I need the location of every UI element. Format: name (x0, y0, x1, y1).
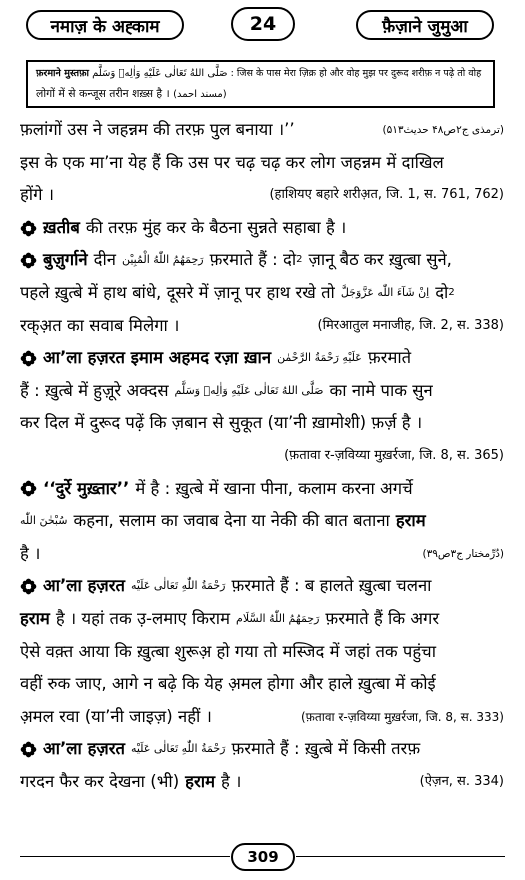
arabic-phrase: رَحِمَهُمُ اللّٰهُ الْمُبِيْن (121, 253, 204, 267)
line-text: गरदन फैर कर देखना (भी) (20, 771, 180, 791)
arabic-phrase: رَحْمَةُ اللّٰهِ تَعَالٰى عَلَيْه (130, 742, 226, 756)
bold-term: हराम (20, 608, 50, 628)
arabic-phrase: اِنْ شَآءَ اللّٰه عَزَّوَجَلَّ (340, 285, 430, 299)
text-line (20, 701, 504, 734)
text-line (20, 212, 504, 245)
text-line (20, 179, 504, 212)
arabic-phrase: عَلَيْهِ رَحْمَةُ الرَّحْمٰن (277, 351, 362, 365)
line-text: फ़रमाते हैं : दो (209, 250, 297, 270)
section-page-number: 24 (231, 7, 295, 41)
line-text: का नामे पाक सुन (329, 380, 433, 400)
arabic-phrase: سُبْحٰنَ اللّٰه (20, 514, 68, 528)
text-line (20, 766, 504, 799)
line-text: वहीं रुक जाए, आगे न बढ़े कि येह अ़मल होगा और हाले ख़ुत्बा में कोई (20, 674, 436, 694)
line-text: कर दिल में दुरूद पढ़ें कि ज़बान से सुकूत (या’नी ख़ामोशी) फ़र्ज़ है । (20, 413, 423, 433)
quote-source: (مسند احمد) (173, 89, 227, 100)
line-text: है । यहां तक उ़-लमाए किराम (55, 608, 231, 628)
bold-term: आ’ला हज़रत (43, 576, 125, 596)
flower-bullet-icon (20, 220, 37, 237)
superscript: 2 (448, 286, 455, 298)
line-text: दीन (93, 250, 116, 270)
bold-term: हराम (395, 511, 426, 531)
body-text (20, 114, 504, 798)
arabic-phrase: رَحْمَةُ اللّٰهِ تَعَالٰى عَلَيْه (130, 579, 226, 593)
flower-bullet-icon (20, 578, 37, 595)
line-text: ज़ानू बैठ कर ख़ुत्बा सुने, (308, 250, 452, 270)
quote-salutation: صَلَّى اللهُ تَعَالٰى عَلَيْهِ وَاٰلِهٖ وَسَلَّم (92, 68, 228, 79)
text-line (20, 733, 504, 766)
text-line (20, 636, 504, 669)
arabic-phrase: رَحِمَهُمُ اللّٰهُ السَّلَام (236, 611, 320, 625)
line-text: की तरफ़ मुंह कर के बैठना सुन्नते सहाबा है । (85, 217, 347, 237)
footer-rule (296, 856, 505, 857)
text-line (20, 505, 504, 538)
flower-bullet-icon (20, 252, 37, 269)
bold-term: ‘‘दुर्रे मुख़्तार’’ (43, 478, 130, 498)
book-title: फ़ैज़ाने जुमुआ (356, 10, 494, 40)
quote-title: फ़रमाने मुस्तफ़ा (36, 68, 90, 79)
line-text: कहना, सलाम का जवाब देना या नेकी की बात बताना (73, 511, 390, 531)
line-text: फ़रमाते हैं : ख़ुत्बे में किसी तरफ़ (231, 739, 421, 759)
flower-bullet-icon (20, 741, 37, 758)
quote-line-2 (36, 84, 485, 105)
line-text: हैं : ख़ुत्बे में हुज़ूरे अक्दस (20, 380, 169, 400)
line-text: अ़मल रवा (या’नी जाइज़) नहीं । (20, 706, 212, 726)
line-text: होंगे । (20, 185, 55, 205)
line-text: है । (20, 543, 41, 563)
reference: (دُرِّمختار ج۳ص۳۹) (422, 547, 504, 560)
text-line (20, 342, 504, 375)
bold-term: हराम (185, 771, 215, 791)
reference: (फ़तावा र-ज़विय्या मुख़र्रजा, जि. 8, स. 333) (301, 709, 504, 724)
line-text: में है : ख़ुत्बे में खाना पीना, कलाम करना अगर्चे (135, 478, 413, 498)
quote-line-1 (36, 64, 485, 84)
line-text: रक्अ़त का सवाब मिलेगा । (20, 315, 180, 335)
text-line (20, 668, 504, 701)
line-text: इस के एक मा’ना येह हैं कि उस पर चढ़ चढ़ कर लोग जहन्नम में दाखिल (20, 152, 444, 172)
text-line (20, 407, 504, 440)
footer-rule (20, 856, 230, 857)
line-text: फ़रमाते (367, 348, 412, 368)
chapter-title: नमाज़ के अह्काम (26, 10, 184, 40)
bold-term: बुज़ुर्गाने (43, 250, 88, 270)
text-line (20, 114, 504, 147)
page-number: 309 (231, 843, 295, 871)
quote-text-2: लोगों में से कन्जूस तरीन शख़्स है । (36, 87, 170, 100)
line-text: ऐसे वक़्त आया कि ख़ुत्बा शुरूअ़ हो गया तो मस्जिद में जहां तक पहुंचा (20, 641, 437, 661)
text-line (20, 277, 504, 310)
reference: (हाशियए बहारे शरीअ़त, जि. 1, स. 761, 762) (269, 187, 504, 203)
line-text: फ़लांगों उस ने जहन्नम की तरफ़ पुल बनाया ।’’ (20, 120, 295, 139)
line-text: फ़रमाते हैं : ब हालते ख़ुत्बा चलना (231, 576, 432, 596)
line-text: है । (221, 771, 242, 791)
text-line (20, 538, 504, 571)
reference: (ترمذی ج۲ص۴۸ حدیث۵۱۳) (382, 124, 504, 136)
hadith-quote-box (26, 60, 495, 108)
bold-term: ख़तीब (43, 217, 80, 237)
reference: (फ़तावा र-ज़विय्या मुख़र्रजा, जि. 8, स. 365) (284, 447, 504, 463)
text-line (20, 244, 504, 277)
text-line (20, 603, 504, 636)
reference: (मिरआतुल मनाजीह, जि. 2, स. 338) (317, 317, 504, 333)
superscript: 2 (296, 254, 303, 266)
line-text: पहले ख़ुत्बे में हाथ बांधे, दूसरे में ज़ानू पर हाथ रखे तो (20, 282, 335, 302)
text-line (20, 570, 504, 603)
arabic-phrase: صَلَّى اللهُ تَعَالٰى عَلَيْهِ وَاٰلِهٖ وَسَلَّم (174, 383, 324, 397)
bold-term: आ’ला हज़रत (43, 739, 125, 759)
line-text: फ़रमाते हैं कि अगर (325, 608, 440, 628)
bold-term: आ’ला हज़रत इमाम अहमद रज़ा ख़ान (43, 348, 272, 368)
flower-bullet-icon (20, 350, 37, 367)
text-line (20, 375, 504, 408)
text-line (20, 440, 504, 473)
text-line (20, 310, 504, 343)
text-line (20, 147, 504, 180)
line-text: दो (435, 282, 449, 302)
flower-bullet-icon (20, 480, 37, 497)
quote-text-1: : जिस के पास मेरा ज़िक्र हो और वोह मुझ पर दुरूद शरीफ़ न पढ़े तो वोह (230, 68, 482, 79)
reference: (ऐज़न, स. 334) (419, 773, 504, 789)
text-line (20, 473, 504, 506)
